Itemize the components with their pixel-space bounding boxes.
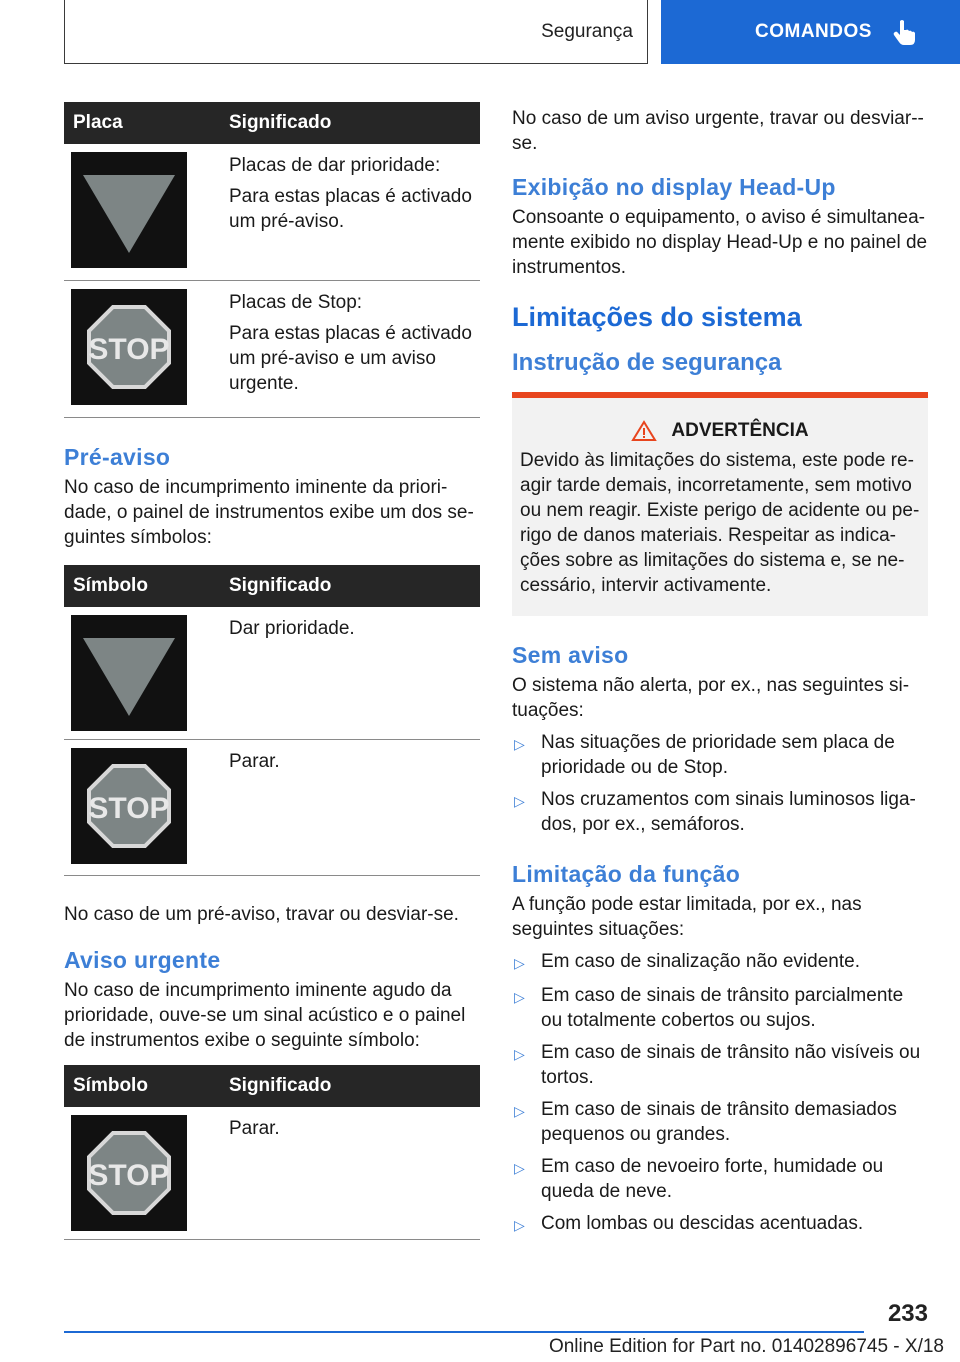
- warning-title: ADVERTÊNCIA: [671, 420, 809, 441]
- bullet-triangle-icon: ▷: [514, 736, 525, 752]
- bullet-triangle-icon: ▷: [514, 1160, 525, 1176]
- table-row: [64, 740, 480, 876]
- bullet-triangle-icon: ▷: [514, 989, 525, 1005]
- urgent-symbols-table: [64, 1065, 480, 1240]
- limits-heading: Limitações do sistema: [512, 302, 802, 332]
- bullet-triangle-icon: ▷: [514, 1103, 525, 1119]
- hand-pointer-icon: [892, 18, 918, 46]
- svg-text:STOP: STOP: [88, 1159, 170, 1192]
- table-header-col1: Símbolo: [73, 1075, 148, 1096]
- warning-box: [512, 392, 928, 616]
- after-table-text: No caso de um pré-aviso, travar ou desviar-se.: [64, 904, 459, 925]
- preaviso-text: No caso de incumprimento iminente da prioridade, o painel de instrumentos exibe um dos seguintes símbolos:: [64, 477, 474, 548]
- stop-sign-icon: [71, 1115, 187, 1231]
- header-chapter-label: COMANDOS: [755, 21, 872, 42]
- table-header: [64, 102, 480, 144]
- row-text: Para estas placas é activado um pré-aviso.: [229, 186, 472, 232]
- list-item: ▷ Nas situações de prioridade sem placa de prioridade ou de Stop.: [514, 732, 895, 778]
- table-header-col1: Placa: [73, 112, 123, 133]
- stop-sign-icon: [71, 289, 187, 405]
- hud-text: Consoante o equipamento, o aviso é simultaneamente exibido no display Head-Up e no painel de instrumentos.: [512, 207, 928, 278]
- header-section-tab: [64, 0, 648, 64]
- svg-text:STOP: STOP: [88, 792, 170, 825]
- yield-sign-icon: [71, 615, 187, 731]
- row-text: Placas de Stop:: [229, 292, 363, 313]
- urgent-text: No caso de incumprimento iminente agudo da prioridade, ouve-se um sinal acústico e o painel de instrumentos exibe o seguinte símbolo:: [64, 980, 466, 1051]
- list-item: ▷ Em caso de nevoeiro forte, humidade ou queda de neve.: [514, 1156, 884, 1202]
- function-limit-heading: Limitação da função: [512, 861, 741, 887]
- table-header-col2: Significado: [229, 575, 332, 596]
- list-item: ▷ Em caso de sinais de trânsito parcialmente ou totalmente cobertos ou sujos.: [514, 985, 904, 1031]
- table-row: [64, 281, 480, 418]
- table-header-col2: Significado: [229, 1075, 332, 1096]
- urgent-heading: Aviso urgente: [64, 947, 221, 973]
- table-row: [64, 607, 480, 740]
- footer-divider: [64, 1331, 864, 1333]
- bullet-triangle-icon: ▷: [514, 955, 525, 971]
- footer-edition: Online Edition for Part no. 01402896745 - X/18: [548, 1336, 944, 1357]
- intro-text: No caso de um aviso urgente, travar ou desviar-se.: [512, 108, 924, 154]
- list-item: ▷ Com lombas ou descidas acentuadas.: [512, 1211, 928, 1238]
- table-header-col1: Símbolo: [73, 575, 148, 596]
- warning-triangle-icon: [631, 420, 657, 442]
- left-column: [64, 102, 480, 1240]
- page-number: 233: [887, 1300, 928, 1327]
- warning-text: Devido às limitações do sistema, este pode reagir tarde demais, incorretamente, sem motivo ou nem reagir. Existe perigo de acidente ou perigo de danos materiais. Respeitar as indicações sobre as limitações do sistema e, se necessário, intervir activamente.: [520, 450, 920, 596]
- list-item: ▷ Em caso de sinalização não evidente.: [512, 949, 928, 976]
- svg-text:STOP: STOP: [88, 333, 170, 366]
- yield-sign-icon: [71, 152, 187, 268]
- table-row: [64, 144, 480, 281]
- table-header: [64, 1065, 480, 1107]
- preaviso-heading: Pré-aviso: [64, 444, 171, 470]
- bullet-triangle-icon: ▷: [514, 1217, 525, 1233]
- table-header: [64, 565, 480, 607]
- safety-heading: Instrução de segurança: [512, 349, 782, 376]
- list-item: ▷ Nos cruzamentos com sinais luminosos ligados, por ex., semáforos.: [514, 789, 916, 835]
- table-header-col2: Significado: [229, 112, 332, 133]
- signs-table: [64, 102, 480, 418]
- header-section-label: Segurança: [541, 20, 633, 42]
- symbols-table: [64, 565, 480, 876]
- list-item: ▷ Em caso de sinais de trânsito não visíveis ou tortos.: [514, 1042, 921, 1088]
- no-warning-text: O sistema não alerta, por ex., nas seguintes situações:: [512, 675, 910, 721]
- row-text: Dar prioridade.: [229, 618, 355, 639]
- hud-heading: Exibição no display Head-Up: [512, 174, 836, 200]
- row-text: Placas de dar prioridade:: [229, 155, 441, 176]
- row-text: Para estas placas é activado um pré-aviso e um aviso urgente.: [229, 323, 472, 394]
- function-limit-text: A função pode estar limitada, por ex., nas seguintes situações:: [512, 894, 862, 940]
- row-text: Parar.: [229, 751, 280, 772]
- stop-sign-icon: [71, 748, 187, 864]
- no-warning-heading: Sem aviso: [512, 642, 629, 668]
- table-row: [64, 1107, 480, 1240]
- header-chapter-tab[interactable]: [661, 0, 960, 64]
- row-text: Parar.: [229, 1118, 280, 1139]
- right-column: [512, 102, 928, 1238]
- bullet-triangle-icon: ▷: [514, 793, 525, 809]
- bullet-triangle-icon: ▷: [514, 1046, 525, 1062]
- list-item: ▷ Em caso de sinais de trânsito demasiados pequenos ou grandes.: [514, 1099, 897, 1145]
